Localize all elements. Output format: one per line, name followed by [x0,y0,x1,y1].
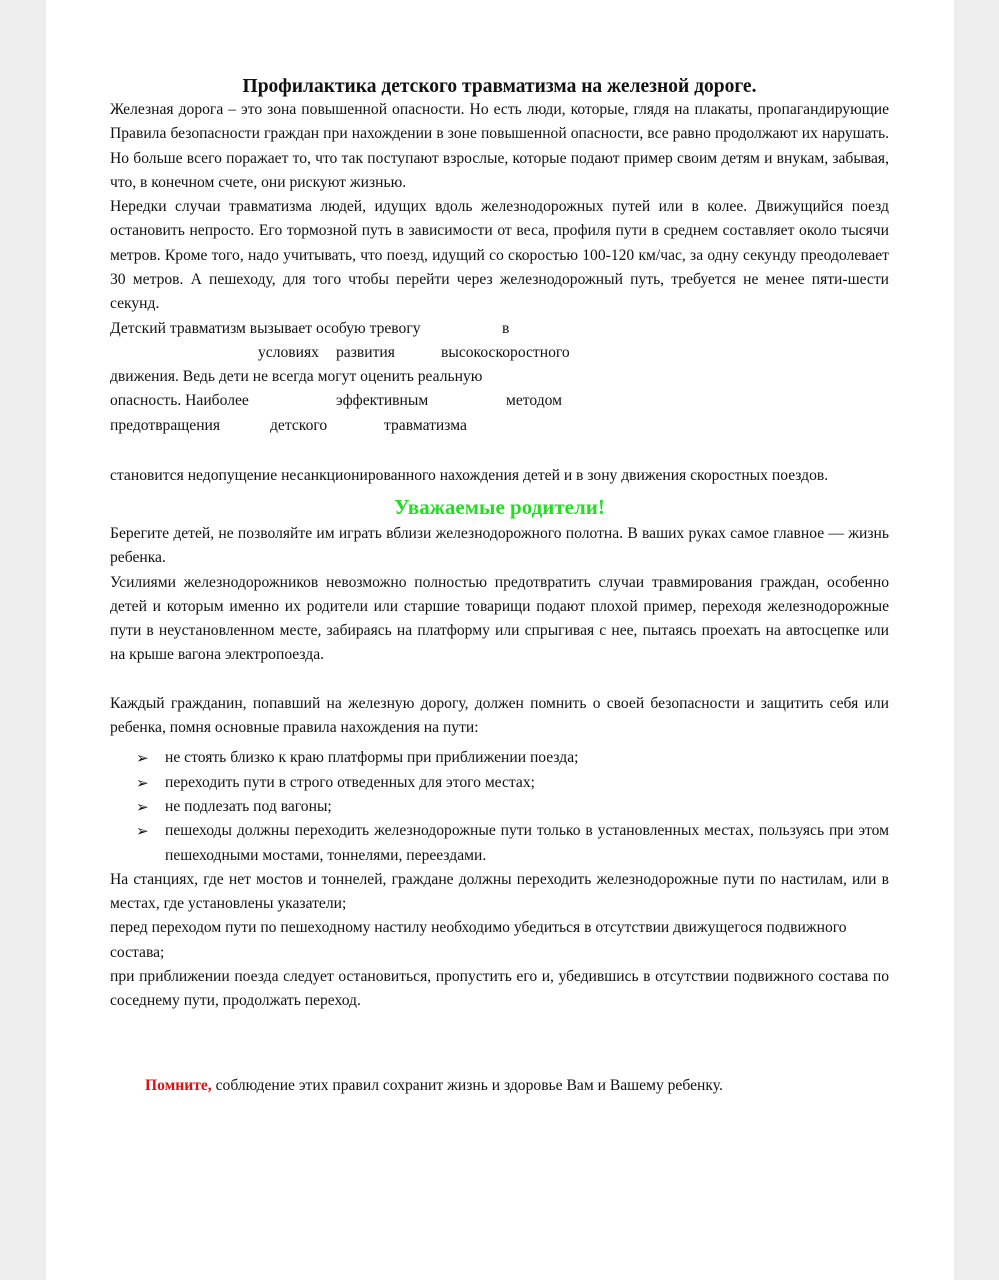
fragment-word: травматизма [384,416,467,434]
paragraph-every-citizen: Каждый гражданин, попавший на железную дорогу, должен помнить о своей безопасности и защитить себя или ребенка, помня основные правила нахождения на пути: [110,694,889,737]
fragment-word: условиях [258,343,319,361]
list-item [110,746,889,770]
fragment-line: движения. Ведь дети не всегда могут оценить реальную [110,367,483,385]
list-item [110,795,889,819]
fragment-word: высокоскоростного [441,343,570,361]
fragment-word: методом [506,391,563,409]
arrow-bullet-icon: ➢ [136,773,149,792]
fragment-word: предотвращения [110,416,221,434]
arrow-bullet-icon: ➢ [136,749,149,768]
document-content [110,74,889,1098]
paragraph-pedestrian-deck: перед переходом пути по пешеходному настилу необходимо убедиться в отсутствии движущегося подвижного состава; [110,919,847,961]
paragraph-child-injury-end: становится недопущение несанкционированного нахождения детей и в зону движения скоростных поездов. [110,466,829,484]
parents-heading: Уважаемые родители! [394,494,605,519]
paragraph-protect-children: Берегите детей, не позволяйте им играть вблизи железнодорожного полотна. В ваших руках самое главное — жизнь ребенка. [110,524,889,567]
fragment-word: эффективным [336,391,429,409]
paragraph-stations: На станциях, где нет мостов и тоннелей, граждане должны переходить железнодорожные пути по настилам, или в местах, где установлены указатели; [110,870,889,913]
safety-rules-list [110,746,889,867]
paragraph-train-approach: при приближении поезда следует остановиться, пропустить его и, убедившись в отсутствии подвижного состава по соседнему пути, продолжать переход. [110,968,889,1010]
rule-text: пешеходы должны переходить железнодорожные пути только в установленных местах, пользуясь при этом пешеходными мостами, тоннелями, переездами. [165,822,889,864]
paragraph-railway-danger: Железная дорога – это зона повышенной опасности. Но есть люди, которые, глядя на плакаты, пропагандирующие Правила безопасности граждан при нахождении в зоне повышенной опасности, все равно продолжают их нарушать. Но больше всего поражает то, что так поступают взрослые, которые подают пример своим детям и внукам, забывая, что, в конечном счете, они рискуют жизнью. [110,101,889,191]
document-page [46,0,954,1280]
remember-label: Помните, [145,1076,212,1094]
arrow-bullet-icon: ➢ [136,797,149,816]
rule-text: переходить пути в строго отведенных для этого местах; [165,773,535,791]
remember-text: соблюдение этих правил сохранит жизнь и здоровье Вам и Вашему ребенку. [211,1076,723,1094]
fragment-word: в [502,319,510,337]
arrow-bullet-icon: ➢ [136,822,149,841]
fragment-word: развития [336,343,395,361]
document-title: Профилактика детского травматизма на железной дороге. [242,76,757,97]
remember-note [110,1074,889,1098]
rule-text: не стоять близко к краю платформы при приближении поезда; [165,749,579,767]
paragraph-railway-workers: Усилиями железнодорожников невозможно полностью предотвратить случаи травмирования граждан, особенно детей и которым именно их родители или старшие товарищи подают плохой пример, переходя железнодорожные пути в неустановленном месте, забираясь на платформу или спрыгивая с нее, пытаясь проехать на автосцепке или на крыше вагона электропоезда. [110,573,889,664]
list-item [110,819,889,868]
spacer [110,668,889,692]
paragraph-braking-distance: Нередки случаи травматизма людей, идущих вдоль железнодорожных путей или в колее. Движущийся поезд остановить непросто. Его тормозной путь в зависимости от веса, профиля пути в среднем составляет около тысячи метров. Кроме того, надо учитывать, что поезд, идущий со скоростью 100-120 км/час, за одну секунду преодолевает 30 метров. А пешеходу, для того чтобы перейти через железнодорожный путь, требуется не менее пяти-шести секунд. [110,198,889,313]
list-item [110,771,889,795]
paragraph-child-injury-fragment [110,317,889,464]
rule-text: не подлезать под вагоны; [165,797,332,815]
fragment-line: Детский травматизм вызывает особую тревогу [110,319,421,337]
fragment-word: опасность. Наиболее [110,391,249,409]
fragment-word: детского [270,416,328,434]
